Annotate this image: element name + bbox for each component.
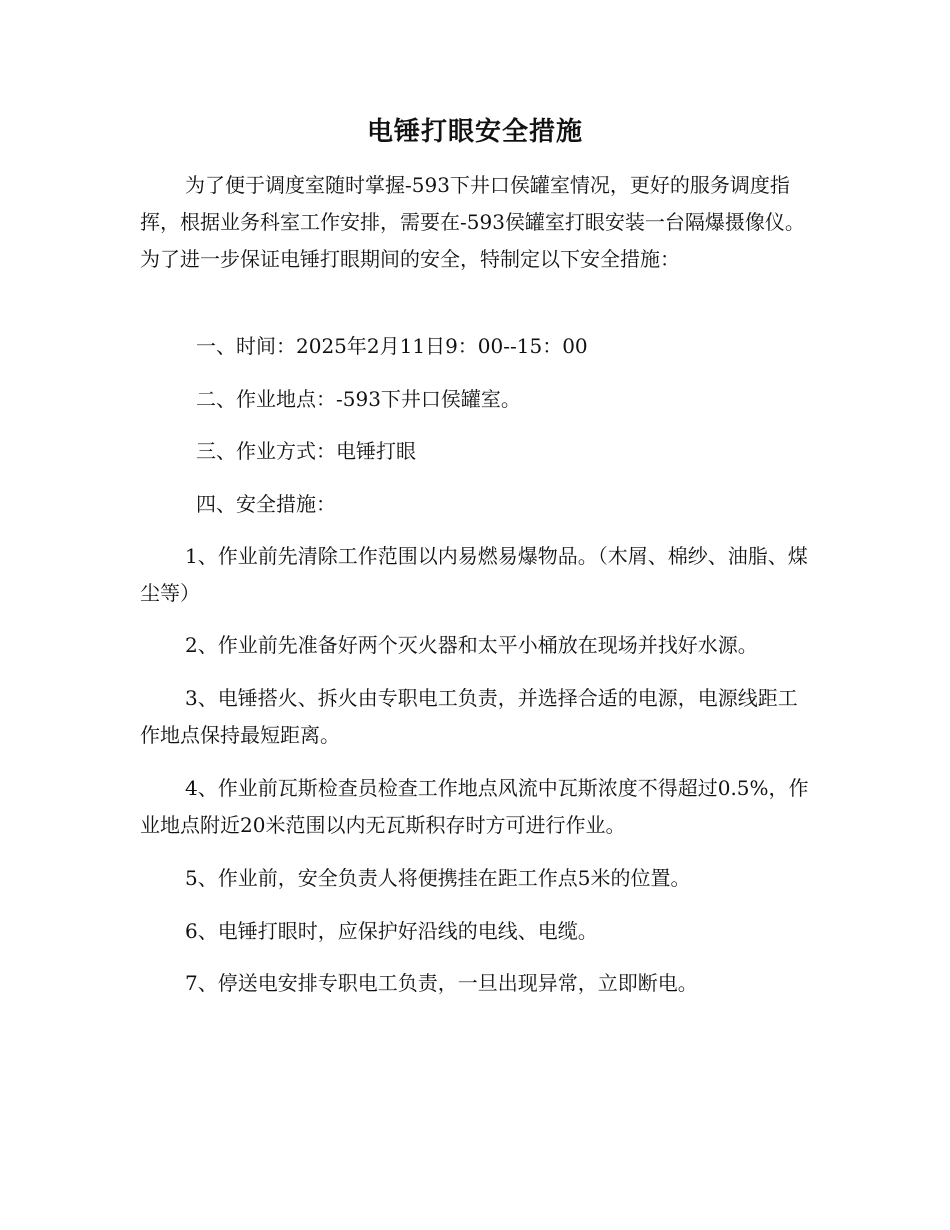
measure-item-4: 4、作业前瓦斯检查员检查工作地点风流中瓦斯浓度不得超过0.5%，作业地点附近20米范围以内无瓦斯积存时方可进行作业。 xyxy=(140,776,809,837)
measure-item-6: 6、电锤打眼时，应保护好沿线的电线、电缆。 xyxy=(185,919,598,943)
measure-item-5: 5、作业前，安全负责人将便携挂在距工作点5米的位置。 xyxy=(185,866,691,890)
measure-item-3: 3、电锤搭火、拆火由专职电工负责，并选择合适的电源，电源线距工作地点保持最短距离。 xyxy=(140,686,798,747)
measure-item-2: 2、作业前先准备好两个灭火器和太平小桶放在现场并找好水源。 xyxy=(185,633,758,657)
measure-item-7: 7、停送电安排专职电工负责，一旦出现异常，立即断电。 xyxy=(185,971,698,995)
intro-paragraph: 为了便于调度室随时掌握-593下井口侯罐室情况，更好的服务调度指挥，根据业务科室工作安排，需要在-593侯罐室打眼安装一台隔爆摄像仪。为了进一步保证电锤打眼期间的安全，特制定以下安全措施： xyxy=(140,173,805,271)
section-safety-heading: 四、安全措施： xyxy=(196,492,336,516)
section-method: 三、作业方式：电锤打眼 xyxy=(196,439,416,463)
document-title: 电锤打眼安全措施 xyxy=(366,117,583,147)
section-location: 二、作业地点：-593下井口侯罐室。 xyxy=(196,387,521,411)
measure-item-1: 1、作业前先清除工作范围以内易燃易爆物品。（木屑、棉纱、油脂、煤尘等） xyxy=(140,544,808,605)
section-time: 一、时间：2025年2月11日9：00--15：00 xyxy=(196,334,588,358)
